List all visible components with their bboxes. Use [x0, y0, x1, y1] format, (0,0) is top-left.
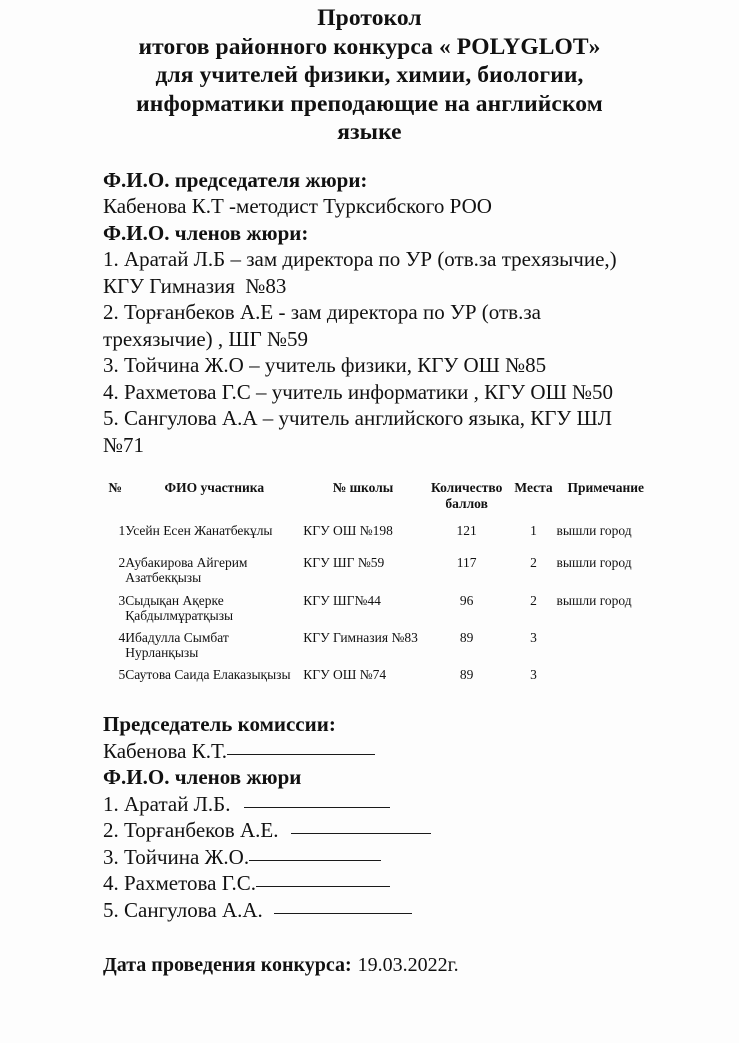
date-section	[0, 953, 739, 978]
cell-name: Сыдықан Ақерке Қабдылмұратқызы	[125, 592, 234, 623]
table-row	[105, 664, 655, 686]
signature-member-name-5: 5. Сангулова А.А.	[103, 897, 263, 922]
signature-chair-name: Кабенова К.Т.	[103, 738, 227, 763]
table-row	[105, 548, 655, 590]
cell-name: Ибадулла Сымбат Нурланқызы	[125, 629, 229, 660]
signature-line-2[interactable]	[291, 833, 431, 834]
signature-member-row-2	[103, 817, 669, 844]
signature-member-row-1	[103, 791, 669, 818]
jury-section	[0, 167, 739, 459]
table-header-row	[105, 480, 655, 514]
cell-place: 2	[530, 592, 537, 608]
cell-note	[557, 664, 655, 686]
signature-member-row-3	[103, 844, 669, 871]
jury-member-line-5: 3. Тойчина Ж.О – учитель физики, КГУ ОШ №85	[103, 353, 547, 377]
document-title	[0, 0, 739, 147]
cell-note: вышли город	[556, 523, 632, 538]
signature-member-row-4	[103, 870, 669, 897]
signature-section	[0, 711, 739, 923]
signature-chair-row	[103, 738, 669, 765]
cell-points: 89	[459, 666, 474, 682]
signature-member-name-1: 1. Аратай Л.Б.	[103, 791, 231, 816]
cell-note: вышли город	[556, 592, 632, 608]
results-table-head	[105, 480, 655, 514]
cell-note: вышли город	[556, 554, 632, 570]
cell-points: 89	[459, 629, 474, 645]
signature-chair-label: Председатель комиссии:	[103, 712, 336, 736]
date-label: Дата проведения конкурса:	[103, 954, 352, 976]
header-num: №	[108, 480, 122, 495]
cell-school: КГУ Гимназия №83	[303, 629, 418, 645]
title-line-3: для учителей физики, химии, биологии,	[155, 62, 584, 88]
cell-school: КГУ ОШ №198	[303, 523, 393, 538]
jury-member-line-2: КГУ Гимназия №83	[103, 273, 287, 298]
cell-name: Усейн Есен Жанатбекұлы	[125, 523, 273, 538]
signature-line-chair[interactable]	[227, 754, 375, 755]
jury-member-line-8: №71	[103, 432, 145, 457]
cell-num: 2	[118, 554, 126, 570]
results-table-wrapper	[0, 480, 739, 685]
cell-points: 96	[459, 592, 474, 608]
results-table-body	[105, 514, 655, 685]
signature-line-4[interactable]	[256, 886, 390, 887]
title-line-1: Протокол	[317, 5, 422, 31]
header-name: ФИО участника	[164, 480, 265, 495]
cell-name: Аубакирова Айгерим Азатбекқызы	[125, 554, 248, 585]
header-note: Примечание	[567, 480, 645, 495]
signature-member-name-4: 4. Рахметова Г.С.	[103, 871, 256, 895]
date-value: 19.03.2022г.	[357, 954, 459, 976]
date-row	[103, 953, 669, 978]
signature-member-row-5	[103, 897, 669, 924]
table-row	[105, 590, 655, 627]
jury-chair-name: Кабенова К.Т -методист Турксибского РОО	[103, 194, 492, 218]
header-place: Места	[514, 480, 553, 495]
title-line-5: языке	[337, 119, 402, 145]
cell-num: 1	[118, 523, 126, 538]
cell-points: 117	[456, 554, 477, 570]
jury-chair-label: Ф.И.О. председателя жюри:	[103, 167, 368, 192]
cell-num: 5	[118, 666, 126, 682]
jury-members-label: Ф.И.О. членов жюри:	[103, 220, 309, 245]
signature-members-label: Ф.И.О. членов жюри	[103, 765, 302, 789]
title-line-4: информатики преподающие на английском	[136, 90, 603, 117]
title-line-2: итогов районного конкурса « POLYGLOT»	[138, 33, 601, 60]
signature-member-name-3: 3. Тойчина Ж.О.	[103, 844, 250, 869]
cell-place: 3	[530, 629, 537, 645]
cell-place: 3	[530, 666, 537, 682]
cell-num: 3	[118, 592, 126, 608]
cell-points: 121	[456, 523, 477, 538]
header-school: № школы	[332, 480, 394, 495]
signature-line-1[interactable]	[244, 807, 390, 808]
cell-school: КГУ ШГ№44	[303, 592, 381, 608]
signature-member-name-2: 2. Торғанбеков А.Е.	[103, 818, 279, 842]
cell-school: КГУ ШГ №59	[303, 554, 385, 570]
cell-name: Саутова Саида Елаказықызы	[125, 666, 291, 682]
cell-school: КГУ ОШ №74	[303, 666, 387, 682]
table-row	[105, 627, 655, 664]
cell-num: 4	[118, 629, 126, 645]
signature-line-5[interactable]	[274, 913, 412, 914]
jury-member-line-3: 2. Торғанбеков А.Е - зам директора по УР (отв.за	[103, 300, 541, 324]
table-row	[105, 514, 655, 548]
cell-place: 2	[530, 554, 537, 570]
jury-member-line-7: 5. Сангулова А.А – учитель английского языка, КГУ ШЛ	[103, 406, 612, 430]
jury-member-line-1: 1. Аратай Л.Б – зам директора по УР (отв.за трехязычие,)	[103, 247, 617, 271]
cell-note	[557, 627, 655, 664]
jury-member-line-6: 4. Рахметова Г.С – учитель информатики , КГУ ОШ №50	[103, 379, 614, 404]
results-table	[105, 480, 655, 685]
header-points: Количество баллов	[430, 480, 503, 511]
jury-member-line-4: трехязычие) , ШГ №59	[103, 326, 309, 351]
cell-place: 1	[530, 523, 537, 538]
signature-line-3[interactable]	[249, 860, 381, 861]
